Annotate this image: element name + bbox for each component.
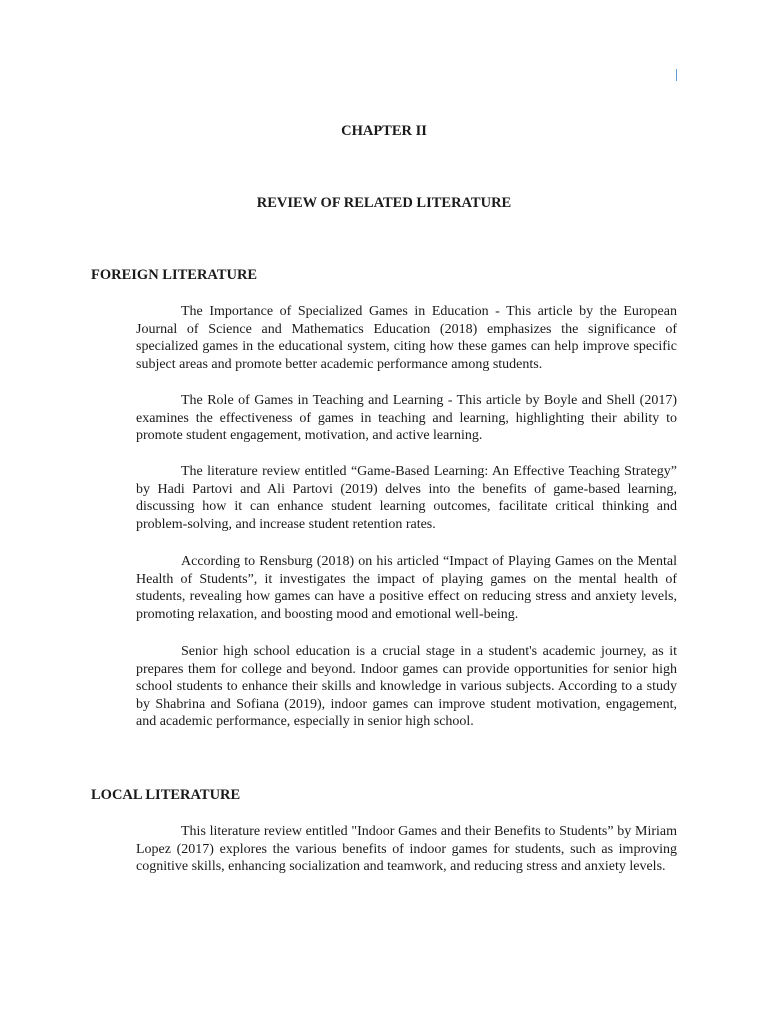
foreign-paragraph-4: According to Rensburg (2018) on his articled “Impact of Playing Games on the Mental Health of Students”, it investigates the impact of playing games on the mental health of students, revealing how games can have a positive effect on reducing stress and anxiety levels, promoting relaxation, and boosting mood and emotional well-being.: [136, 554, 677, 622]
foreign-paragraph-1: The Importance of Specialized Games in Education - This article by the European Journal of Science and Mathematics Education (2018) emphasizes the significance of specialized games in the educational system, citing how these games can help improve specific subject areas and promote better academic performance among students.: [136, 304, 677, 372]
chapter-subtitle: REVIEW OF RELATED LITERATURE: [256, 195, 512, 211]
foreign-paragraph-2: The Role of Games in Teaching and Learning - This article by Boyle and Shell (2017) examines the effectiveness of games in teaching and learning, highlighting their ability to promote student engagement, motivation, and active learning.: [136, 393, 677, 444]
foreign-paragraph-3: The literature review entitled “Game-Based Learning: An Effective Teaching Strategy” by Hadi Partovi and Ali Partovi (2019) delves into the benefits of game-based learning, discussing how it can enhance student learning outcomes, facilitate critical thinking and problem-solving, and increase student retention rates.: [136, 464, 677, 532]
text-cursor-mark: [676, 69, 677, 81]
local-paragraph-1: This literature review entitled "Indoor Games and their Benefits to Students” by Miriam Lopez (2017) explores the various benefits of indoor games for students, such as improving cognitive skills, enhancing socialization and teamwork, and reducing stress and anxiety levels.: [136, 824, 677, 875]
local-literature-heading: LOCAL LITERATURE: [91, 787, 241, 803]
chapter-title: CHAPTER II: [341, 123, 427, 139]
foreign-literature-heading: FOREIGN LITERATURE: [91, 267, 258, 283]
foreign-paragraph-5: Senior high school education is a crucial stage in a student's academic journey, as it prepares them for college and beyond. Indoor games can provide opportunities for senior high school students to enhance their skills and knowledge in various subjects. According to a study by Shabrina and Sofiana (2019), indoor games can improve student motivation, engagement, and academic performance, especially in senior high school.: [136, 644, 677, 730]
